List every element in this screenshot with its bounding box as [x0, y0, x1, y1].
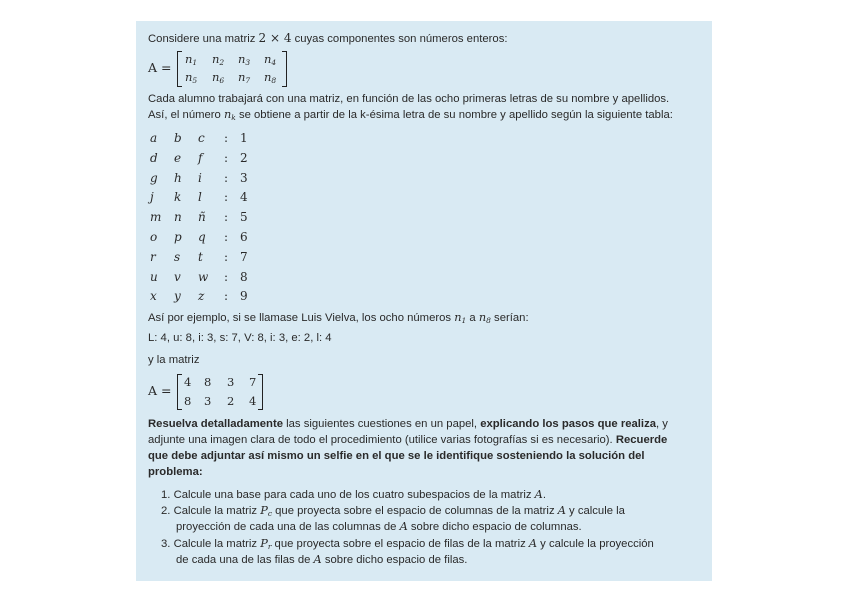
- table-colon: :: [224, 270, 229, 284]
- table-colon: :: [224, 171, 229, 185]
- instructions-line: que debe adjuntar así mismo un selfie en el que se le identifique sosteniendo la solución del: [148, 450, 645, 462]
- table-value: 7: [240, 250, 248, 264]
- table-letter: d: [150, 151, 158, 165]
- table-letter: k: [174, 190, 182, 204]
- table-value: 4: [240, 190, 248, 204]
- right-bracket: [282, 51, 287, 87]
- table-value: 1: [240, 131, 248, 145]
- instructions-line: Resuelva detalladamente las siguientes cuestiones en un papel, explicando los pasos que realiza, y: [148, 418, 668, 430]
- table-value: 6: [240, 230, 248, 244]
- table-letter: y: [174, 289, 181, 303]
- table-letter: v: [174, 270, 181, 284]
- question-2: 2. Calcule la matriz $P_c$ que proyecta sobre el espacio de columnas de la matriz A y calcule la: [161, 504, 625, 518]
- table-letter: h: [174, 171, 182, 185]
- table-letter: r: [150, 250, 156, 264]
- table-letter: w: [198, 270, 209, 284]
- table-letter: u: [150, 270, 158, 284]
- matrix-cell: 7: [249, 375, 257, 389]
- table-letter: f: [198, 151, 203, 165]
- table-value: 3: [240, 171, 248, 185]
- table-letter: z: [198, 289, 205, 303]
- table-colon: :: [224, 250, 229, 264]
- table-letter: l: [198, 190, 202, 204]
- table-colon: :: [224, 289, 229, 303]
- table-colon: :: [224, 190, 229, 204]
- paragraph-line: Así, el número $n_k$ se obtiene a partir de la k-ésima letra de su nombre y apellido según la siguiente tabla:: [148, 108, 673, 122]
- matrix-cell: $n_1$: [185, 52, 198, 67]
- table-letter: p: [174, 230, 182, 244]
- matrix-cell: $n_2$: [212, 52, 225, 67]
- matrix-cell: $n_3$: [238, 52, 251, 67]
- table-letter: n: [174, 210, 182, 224]
- matrix-cell: 8: [184, 394, 192, 408]
- table-letter: ñ: [198, 210, 206, 224]
- matrix-cell: 2: [227, 394, 235, 408]
- y-la-matriz: y la matriz: [148, 354, 200, 366]
- matrix-cell: $n_5$: [185, 70, 198, 85]
- table-letter: m: [150, 210, 162, 224]
- table-colon: :: [224, 230, 229, 244]
- question-2-cont: proyección de cada una de las columnas de A sobre dicho espacio de columnas.: [176, 520, 582, 533]
- table-value: 8: [240, 270, 248, 284]
- table-letter: x: [150, 289, 157, 303]
- table-colon: :: [224, 210, 229, 224]
- matrix-cell: 3: [204, 394, 212, 408]
- table-value: 2: [240, 151, 248, 165]
- matrix-cell: $n_6$: [212, 70, 225, 85]
- table-letter: j: [150, 190, 154, 204]
- matrix-cell: 8: [204, 375, 212, 389]
- matrix-dims: 2 × 4: [258, 31, 292, 45]
- right-bracket: [258, 374, 263, 410]
- matrix-cell: $n_4$: [264, 52, 277, 67]
- table-letter: b: [174, 131, 182, 145]
- question-3-cont: de cada una de las filas de A sobre dicho espacio de filas.: [176, 553, 468, 566]
- table-value: 5: [240, 210, 248, 224]
- table-letter: e: [174, 151, 182, 165]
- table-colon: :: [224, 131, 229, 145]
- question-1: 1. Calcule una base para cada uno de los cuatro subespacios de la matriz A.: [161, 488, 546, 501]
- matrix-cell: 4: [249, 394, 257, 408]
- table-letter: o: [150, 230, 158, 244]
- left-bracket: [177, 374, 182, 410]
- table-letter: g: [150, 171, 158, 185]
- left-bracket: [177, 51, 182, 87]
- matrix-label: A =: [148, 60, 172, 75]
- table-colon: :: [224, 151, 229, 165]
- table-letter: a: [150, 131, 158, 145]
- matrix-cell: $n_7$: [238, 70, 251, 85]
- instructions-line: adjunte una imagen clara de todo el procedimiento (utilice varias fotografías si es necesario). Recuerde: [148, 434, 668, 446]
- matrix-cell: $n_8$: [264, 70, 277, 85]
- paragraph-line: Cada alumno trabajará con una matriz, en función de las ocho primeras letras de su nombre y apellidos.: [148, 93, 670, 105]
- matrix-cell: 4: [184, 375, 192, 389]
- matrix-label: A =: [148, 383, 172, 398]
- question-3: 3. Calcule la matriz $P_r$ que proyecta sobre el espacio de filas de la matriz A y calcule la proyección: [161, 537, 654, 551]
- example-text: Así por ejemplo, si se llamase Luis Vielva, los ocho números $n_1$ a $n_8$ serían:: [148, 311, 529, 325]
- problem-panel: [136, 21, 712, 581]
- table-letter: t: [198, 250, 203, 264]
- table-letter: s: [174, 250, 181, 264]
- table-letter: q: [198, 230, 206, 244]
- letter-mapping: L: 4, u: 8, i: 3, s: 7, V: 8, i: 3, e: 2, l: 4: [148, 332, 332, 344]
- instructions-line: problema:: [148, 466, 203, 478]
- table-letter: i: [198, 171, 202, 185]
- matrix-cell: 3: [227, 375, 235, 389]
- intro-text: Considere una matriz 2 × 4 cuyas componentes son números enteros:: [148, 31, 508, 45]
- table-letter: c: [198, 131, 205, 145]
- table-value: 9: [240, 289, 248, 303]
